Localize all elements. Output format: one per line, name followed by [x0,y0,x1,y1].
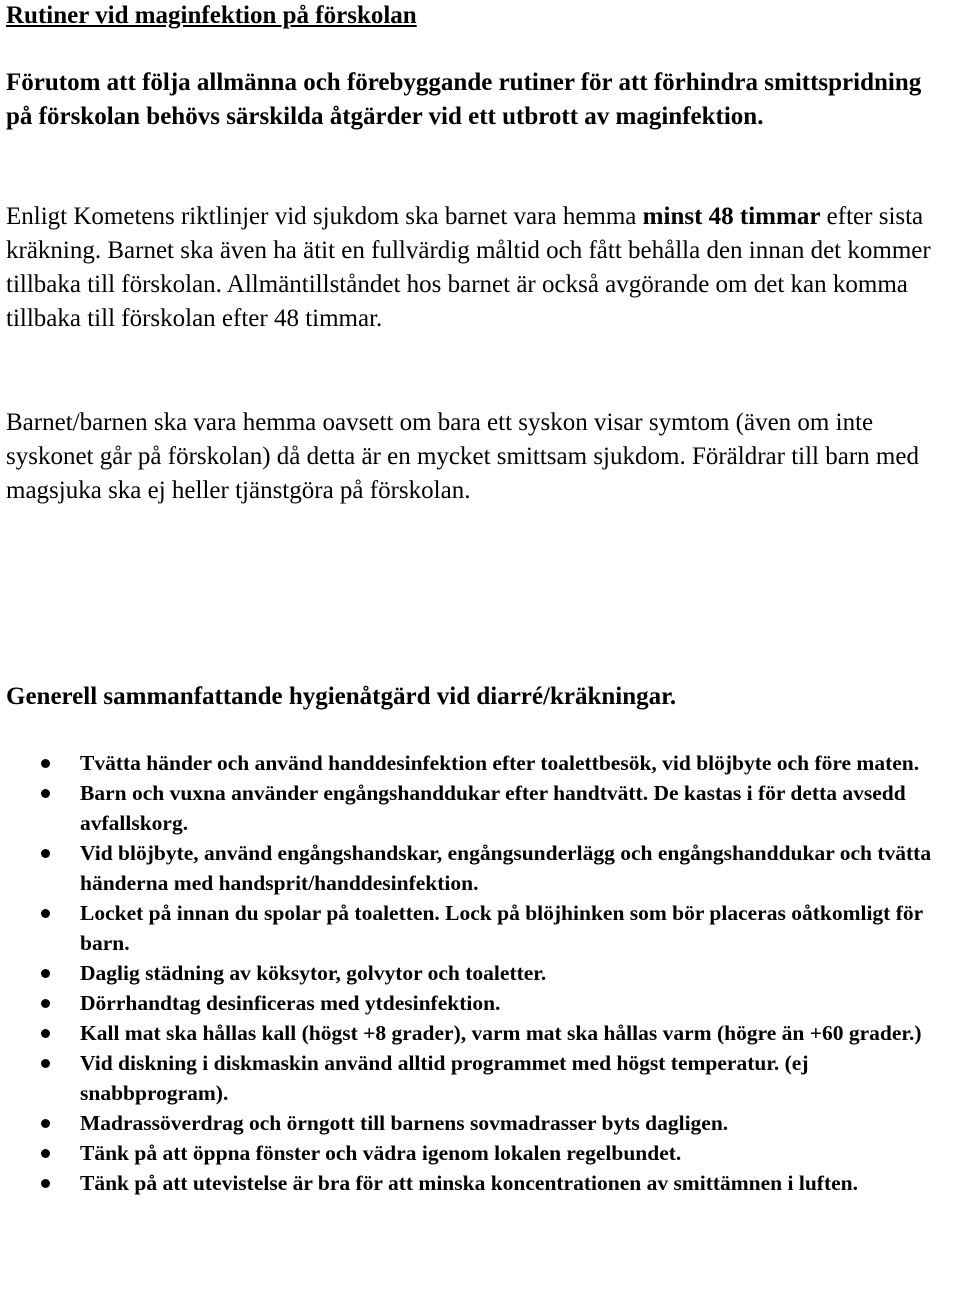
list-item-text: Dörrhandtag desinficeras med ytdesinfektion. [80,991,501,1015]
list-item-text: Tänk på att öppna fönster och vädra igenom lokalen regelbundet. [80,1141,682,1165]
document-title: Rutiner vid maginfektion på förskolan [6,2,417,29]
list-item [0,838,960,898]
bullet-icon [41,1119,50,1128]
intro-paragraph: Förutom att följa allmänna och förebyggande rutiner för att förhindra smittspridning på förskolan behövs särskilda åtgärder vid ett utbrott av maginfektion. [6,69,922,130]
bullet-icon [41,849,50,858]
list-item [0,1168,960,1198]
list-item-text: Vid diskning i diskmaskin använd alltid programmet med högst temperatur. (ej snabbprogram). [80,1051,809,1105]
section-heading: Generell sammanfattande hygienåtgärd vid diarré/kräkningar. [6,683,677,710]
bullet-icon [41,999,50,1008]
list-item [0,1138,960,1168]
list-item [0,1108,960,1138]
bullet-icon [41,789,50,798]
list-item-text: Madrassöverdrag och örngott till barnens sovmadrasser byts dagligen. [80,1111,729,1135]
siblings-paragraph: Barnet/barnen ska vara hemma oavsett om bara ett syskon visar symtom (även om inte syskonet går på förskolan) då detta är en mycket smittsam sjukdom. Föräldrar till barn med magsjuka ska ej heller tjänstgöra på förskolan. [6,409,919,504]
guideline-text-end: efter sista kräkning. Barnet ska även ha ätit en fullvärdig måltid och fått behålla den innan det kommer tillbaka till förskolan. Allmäntillståndet hos barnet är också avgörande om det kan komma tillbaka till förskolan efter 48 timmar. [6,203,931,332]
list-item-text: Tvätta händer och använd handdesinfektion efter toalettbesök, vid blöjbyte och före maten. [80,751,920,775]
list-item [0,898,960,958]
guideline-emphasis: minst 48 timmar [642,203,821,230]
list-item [0,1018,960,1048]
bullet-icon [41,909,50,918]
list-item-text: Locket på innan du spolar på toaletten. Lock på blöjhinken som bör placeras oåtkomligt för barn. [80,901,923,955]
bullet-icon [41,1029,50,1038]
bullet-icon [41,969,50,978]
hygiene-list [0,748,960,1198]
list-item [0,988,960,1018]
bullet-icon [41,759,50,768]
list-item [0,958,960,988]
bullet-icon [41,1179,50,1188]
list-item-text: Tänk på att utevistelse är bra för att minska koncentrationen av smittämnen i luften. [80,1171,858,1195]
bullet-icon [41,1059,50,1068]
list-item-text: Kall mat ska hållas kall (högst +8 grader), varm mat ska hållas varm (högre än +60 grader.) [80,1021,922,1045]
list-item [0,778,960,838]
guideline-text-start: Enligt Kometens riktlinjer vid sjukdom ska barnet vara hemma [6,203,643,230]
guideline-paragraph [6,200,958,336]
list-item-text: Barn och vuxna använder engångshanddukar efter handtvätt. De kastas i för detta avsedd avfallskorg. [80,781,906,835]
bullet-icon [41,1149,50,1158]
list-item [0,748,960,778]
list-item-text: Vid blöjbyte, använd engångshandskar, engångsunderlägg och engångshanddukar och tvätta händerna med handsprit/handdesinfektion. [80,841,932,895]
list-item-text: Daglig städning av köksytor, golvytor och toaletter. [80,961,547,985]
list-item [0,1048,960,1108]
